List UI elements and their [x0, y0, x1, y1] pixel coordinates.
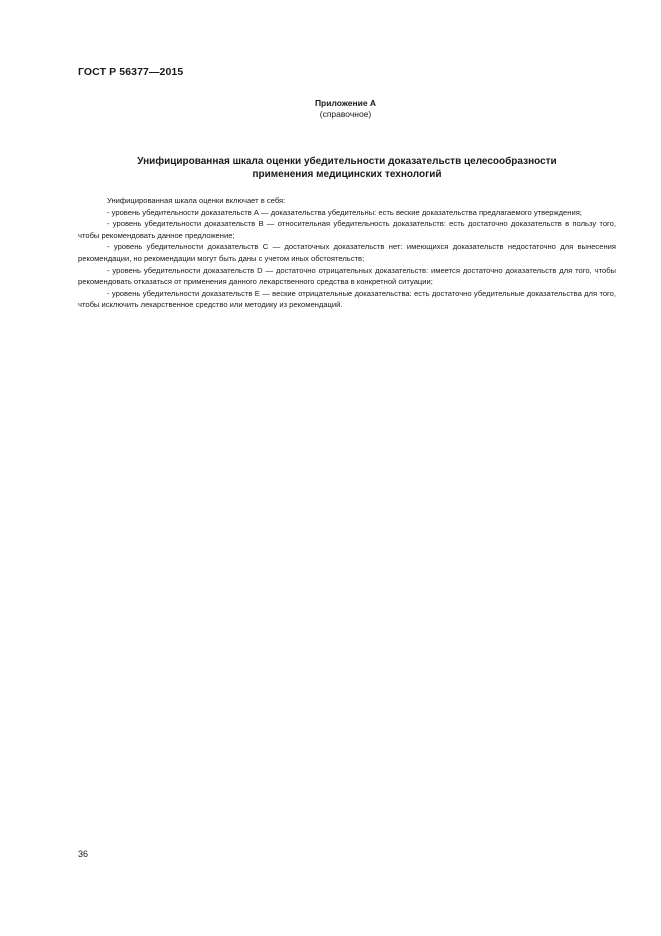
- section-title: [78, 155, 616, 181]
- document-code: ГОСТ Р 56377—2015: [78, 66, 184, 78]
- appendix-label: Приложение А: [314, 98, 377, 108]
- body-text: [78, 195, 616, 311]
- list-item-level-c: - уровень убедительности доказательств С — достаточных доказательств нет: имеющихся доказательств недостаточно для вынесения рекомендации, но рекомендации могут быть даны с учетом иных обстоятельств;: [78, 242, 616, 263]
- section-title-line-1: Унифицированная шкала оценки убедительности доказательств целесообразности: [137, 156, 557, 167]
- appendix-type: (справочное): [319, 109, 372, 119]
- list-item-level-d: - уровень убедительности доказательств D — достаточно отрицательных доказательств: имеется достаточно доказательств для того, чтобы рекомендовать отказаться от применения данного лекарственного средства в конкретной ситуации;: [78, 265, 616, 287]
- list-item-level-e: - уровень убедительности доказательств Е — веские отрицательные доказательства: есть достаточно убедительные доказательства для того, чтобы исключить лекарственное средство или методику из рекомендаций.: [78, 288, 616, 310]
- list-item-level-a: - уровень убедительности доказательств А — доказательства убедительны: есть веские доказательства предлагаемого утверждения;: [107, 207, 582, 217]
- appendix-heading: [0, 98, 661, 120]
- intro-paragraph: Унифицированная шкала оценки включает в себя:: [107, 196, 286, 205]
- section-title-line-2: применения медицинских технологий: [252, 169, 442, 180]
- list-item-level-b: - уровень убедительности доказательств В — относительная убедительность доказательств: есть достаточно доказательств в пользу того, чтобы рекомендовать данное предложение;: [78, 219, 616, 240]
- page-number: 36: [78, 849, 89, 859]
